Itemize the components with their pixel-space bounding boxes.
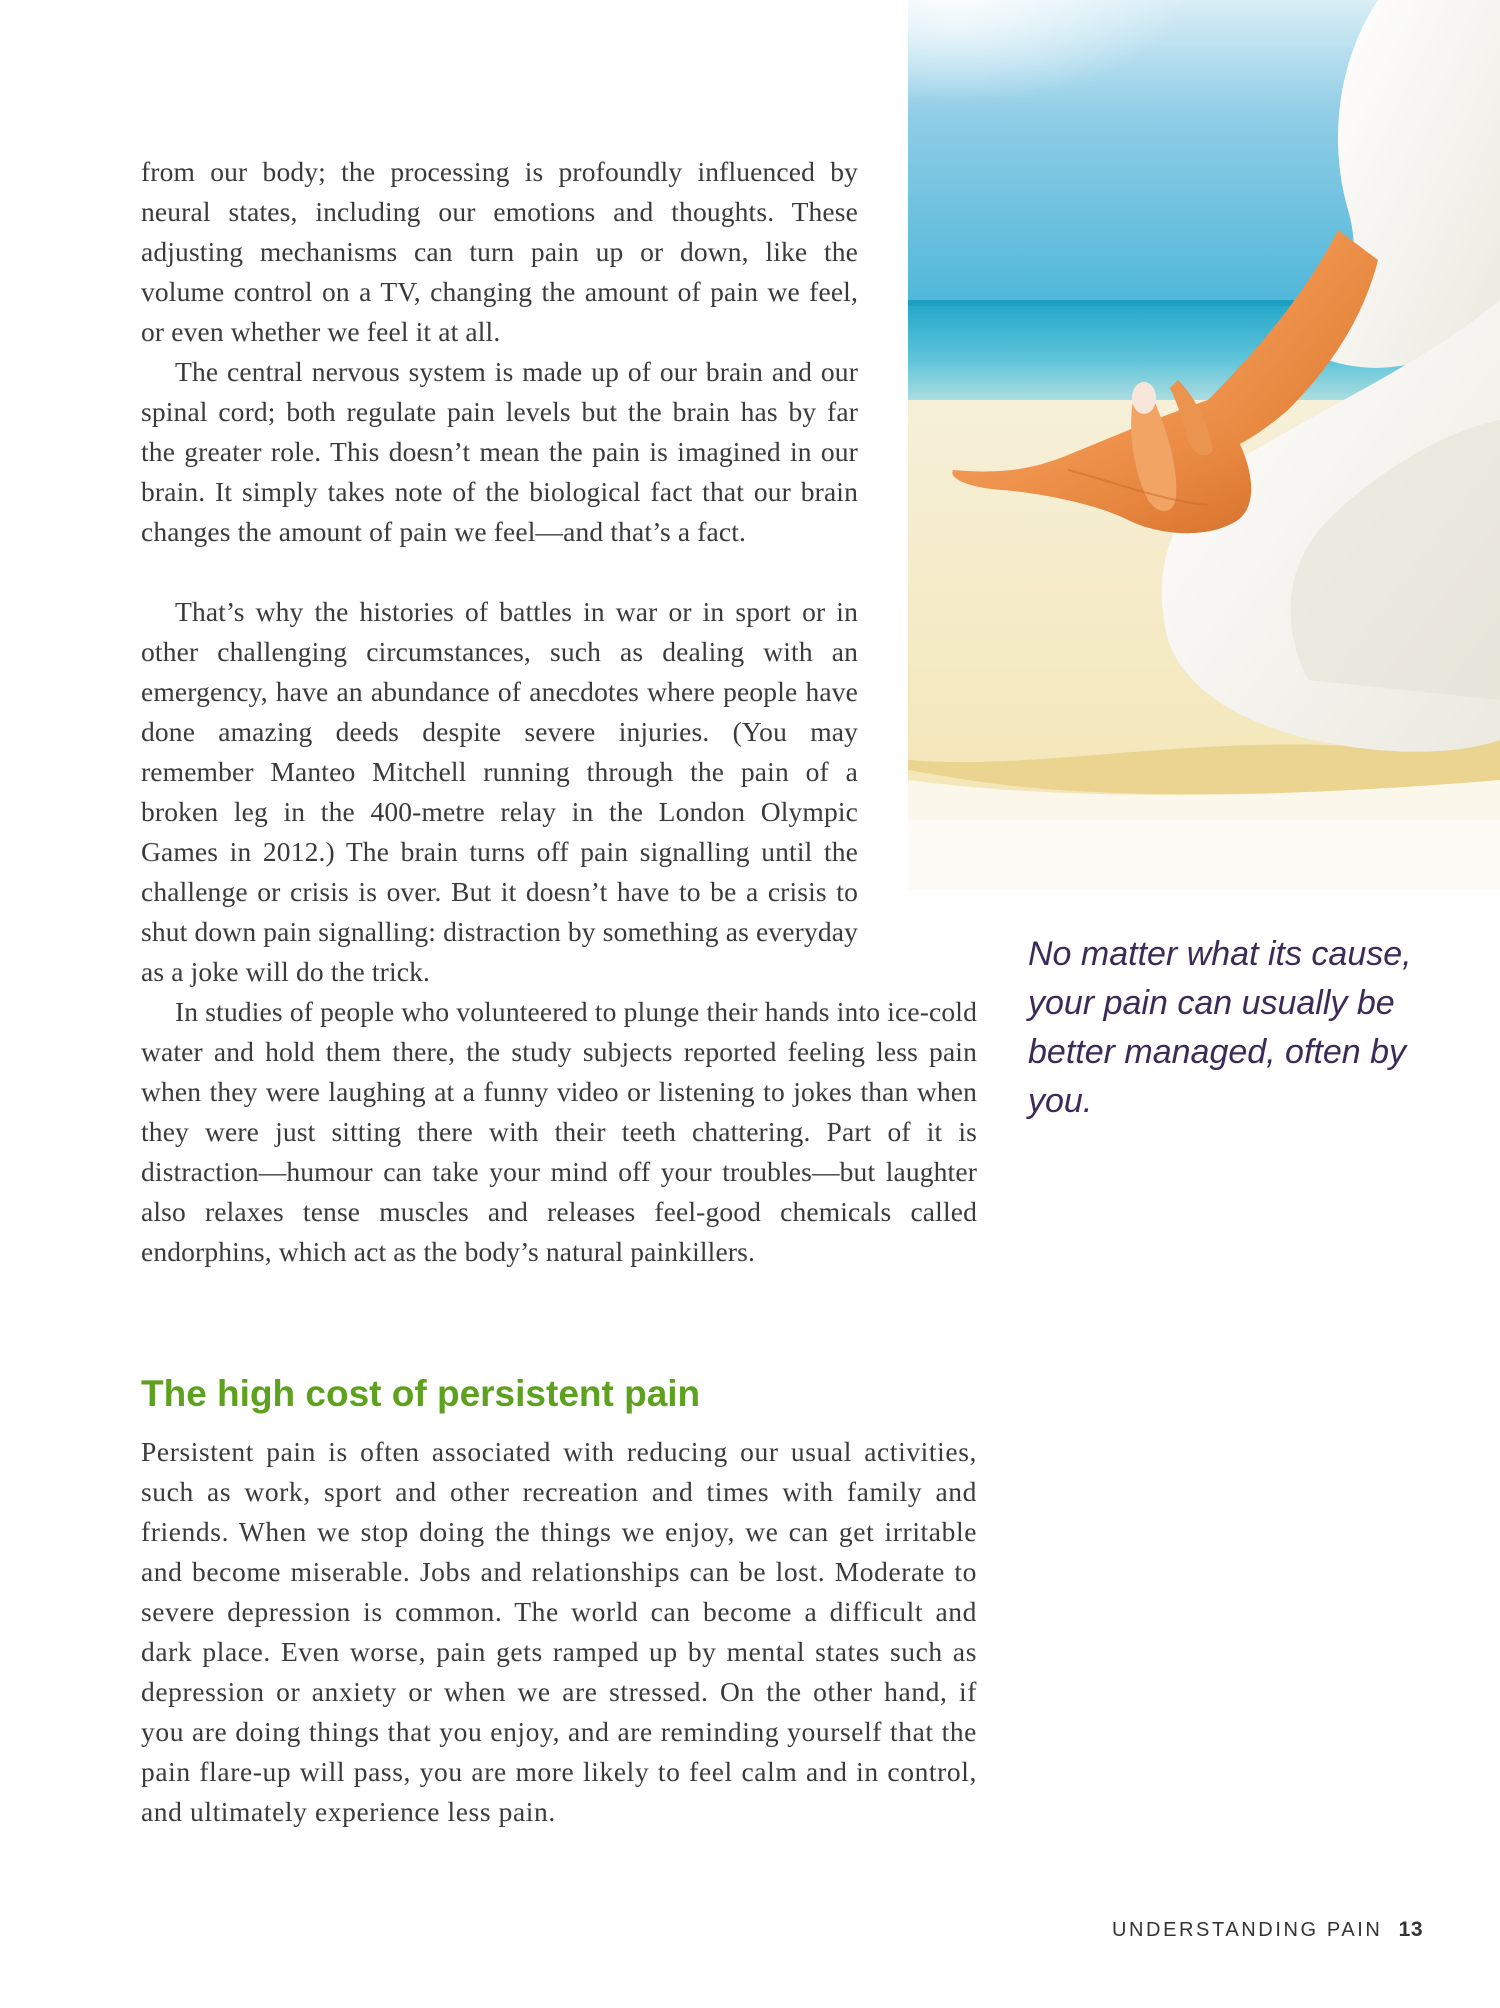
body-paragraph-4: In studies of people who volunteered to plunge their hands into ice-cold water and hold them there, the study subjects reported feeling less pain when they were laughing at a funny video or listening to jokes than when they were just sitting there with their teeth chattering. Part of it is distraction—humour can take your mind off your troubles—but laughter also relaxes tense muscles and releases feel-good chemicals called endorphins, which act as the body’s natural painkillers. [141,996,977,1267]
running-title: UNDERSTANDING PAIN [1111,1919,1383,1941]
page-footer [1112,1918,1423,1942]
section-heading: The high cost of persistent pain [141,1373,701,1414]
body-paragraph-1: from our body; the processing is profoundly influenced by neural states, including our emotions and thoughts. These adjusting mechanisms can turn pain up or down, like the volume control on a TV, changing the amount of pain we feel, or even whether we feel it at all. [141,156,858,347]
page-number: 13 [1398,1918,1423,1941]
body-paragraph-3: That’s why the histories of battles in war or in sport or in other challenging circumstances, such as dealing with an emergency, have an abundance of anecdotes where people have done amazing deeds despite severe injuries. (You may remember Manteo Mitchell running through the pain of a broken leg in the 400-metre relay in the London Olympic Games in 2012.) The brain turns off pain signalling until the challenge or crisis is over. But it doesn’t have to be a crisis to shut down pain signalling: distraction by something as everyday as a joke will do the trick. [141,596,858,987]
meditation-hand-photo [908,0,1500,890]
pull-quote: No matter what its cause, your pain can usually be better managed, often by you. [1028,935,1412,1120]
section-paragraph: Persistent pain is often associated with reducing our usual activities, such as work, sport and other recreation and times with family and friends. When we stop doing the things we enjoy, we can get irritable and become miserable. Jobs and relationships can be lost. Moderate to severe depression is common. The world can become a difficult and dark place. Even worse, pain gets ramped up by mental states such as depression or anxiety or when we are stressed. On the other hand, if you are doing things that you enjoy, and are reminding yourself that the pain flare-up will pass, you are more likely to feel calm and in control, and ultimately experience less pain. [141,1436,977,1827]
body-paragraph-2: The central nervous system is made up of our brain and our spinal cord; both regulate pain levels but the brain has by far the greater role. This doesn’t mean the pain is imagined in our brain. It simply takes note of the biological fact that our brain changes the amount of pain we feel—and that’s a fact. [141,356,858,547]
